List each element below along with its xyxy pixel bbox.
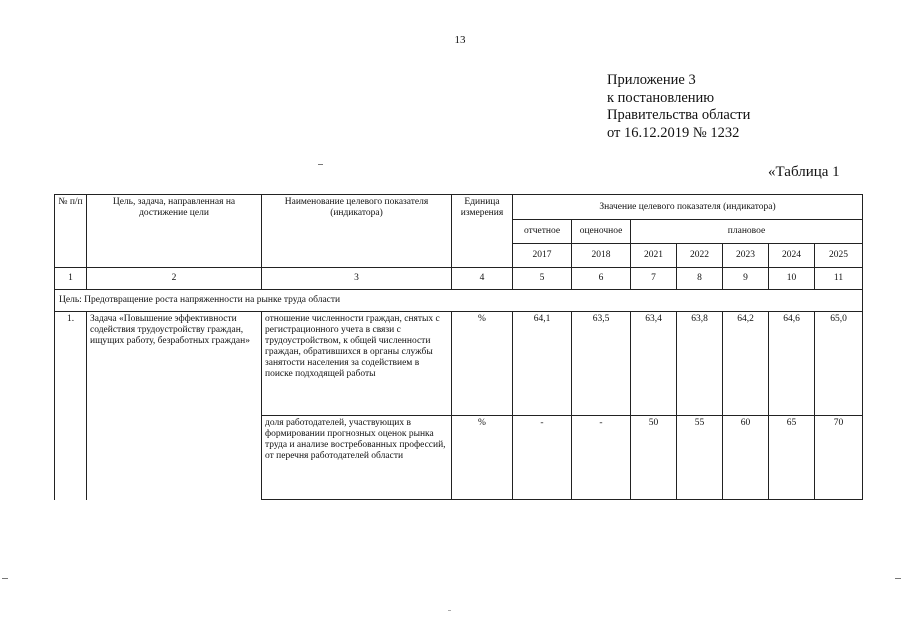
appendix-date-number: от 16.12.2019 № 1232 xyxy=(607,124,740,141)
appendix-title: Приложение 3 xyxy=(607,72,696,88)
header-indicator-name: Наименование целевого показателя (индикатора) xyxy=(262,195,452,268)
scan-edge-mark-right xyxy=(895,578,901,579)
value-cell: 63,8 xyxy=(677,312,723,416)
indicator-unit: % xyxy=(452,312,513,416)
year-cell: 2021 xyxy=(631,244,677,268)
value-cell: - xyxy=(513,416,572,500)
header-indicator-value: Значение целевого показателя (индикатора) xyxy=(513,195,863,220)
scan-edge-mark-left xyxy=(2,578,8,579)
header-goal-task: Цель, задача, направленная на достижение цели xyxy=(87,195,262,268)
header-row-top xyxy=(55,195,863,220)
column-number-cell: 1 xyxy=(55,268,87,290)
appendix-resolution-ref: к постановлению xyxy=(607,89,715,106)
header-reported: отчетное xyxy=(513,220,572,244)
column-number-cell: 4 xyxy=(452,268,513,290)
year-cell: 2023 xyxy=(723,244,769,268)
indicator-row xyxy=(55,312,863,416)
value-cell: 65,0 xyxy=(815,312,863,416)
year-cell: 2024 xyxy=(769,244,815,268)
column-number-row xyxy=(55,268,863,290)
indicator-name: отношение численности граждан, снятых с регистрационного учета в связи с трудоустройством, к общей численности граждан, обратившихся в органы службы занятости населения за содействием в поиске подходящей работы xyxy=(262,312,452,416)
value-cell: 64,6 xyxy=(769,312,815,416)
column-number-cell: 5 xyxy=(513,268,572,290)
table-label: «Таблица 1 xyxy=(768,164,840,180)
task-text: Задача «Повышение эффективности содействия трудоустройству граждан, ищущих работу, безработных граждан» xyxy=(87,312,262,500)
goal-row xyxy=(55,290,863,312)
indicator-name: доля работодателей, участвующих в формировании прогнозных оценок рынка труда и анализе востребованных профессий, от перечня работодателей области xyxy=(262,416,452,500)
value-cell: - xyxy=(572,416,631,500)
page-number: 13 xyxy=(454,34,466,46)
scan-artifact-mark xyxy=(318,164,323,165)
value-cell: 63,5 xyxy=(572,312,631,416)
column-number-cell: 10 xyxy=(769,268,815,290)
header-estimated: оценочное xyxy=(572,220,631,244)
column-number-cell: 8 xyxy=(677,268,723,290)
appendix-authority: Правительства области xyxy=(607,107,751,123)
column-number-cell: 9 xyxy=(723,268,769,290)
column-number-cell: 11 xyxy=(815,268,863,290)
scan-edge-mark-bottom xyxy=(448,610,451,611)
value-cell: 70 xyxy=(815,416,863,500)
indicator-unit: % xyxy=(452,416,513,500)
year-cell: 2018 xyxy=(572,244,631,268)
header-number: № п/п xyxy=(55,195,87,268)
column-number-cell: 6 xyxy=(572,268,631,290)
goal-text: Цель: Предотвращение роста напряженности на рынке труда области xyxy=(55,290,863,312)
year-cell: 2025 xyxy=(815,244,863,268)
value-cell: 65 xyxy=(769,416,815,500)
year-cell: 2017 xyxy=(513,244,572,268)
year-cell: 2022 xyxy=(677,244,723,268)
header-planned: плановое xyxy=(631,220,863,244)
value-cell: 63,4 xyxy=(631,312,677,416)
appendix-header xyxy=(607,72,750,142)
column-number-cell: 3 xyxy=(262,268,452,290)
column-number-cell: 7 xyxy=(631,268,677,290)
column-number-cell: 2 xyxy=(87,268,262,290)
value-cell: 64,2 xyxy=(723,312,769,416)
value-cell: 55 xyxy=(677,416,723,500)
indicator-table xyxy=(54,194,863,500)
value-cell: 60 xyxy=(723,416,769,500)
value-cell: 50 xyxy=(631,416,677,500)
header-unit: Единица измерения xyxy=(452,195,513,268)
task-number: 1. xyxy=(55,312,87,500)
value-cell: 64,1 xyxy=(513,312,572,416)
